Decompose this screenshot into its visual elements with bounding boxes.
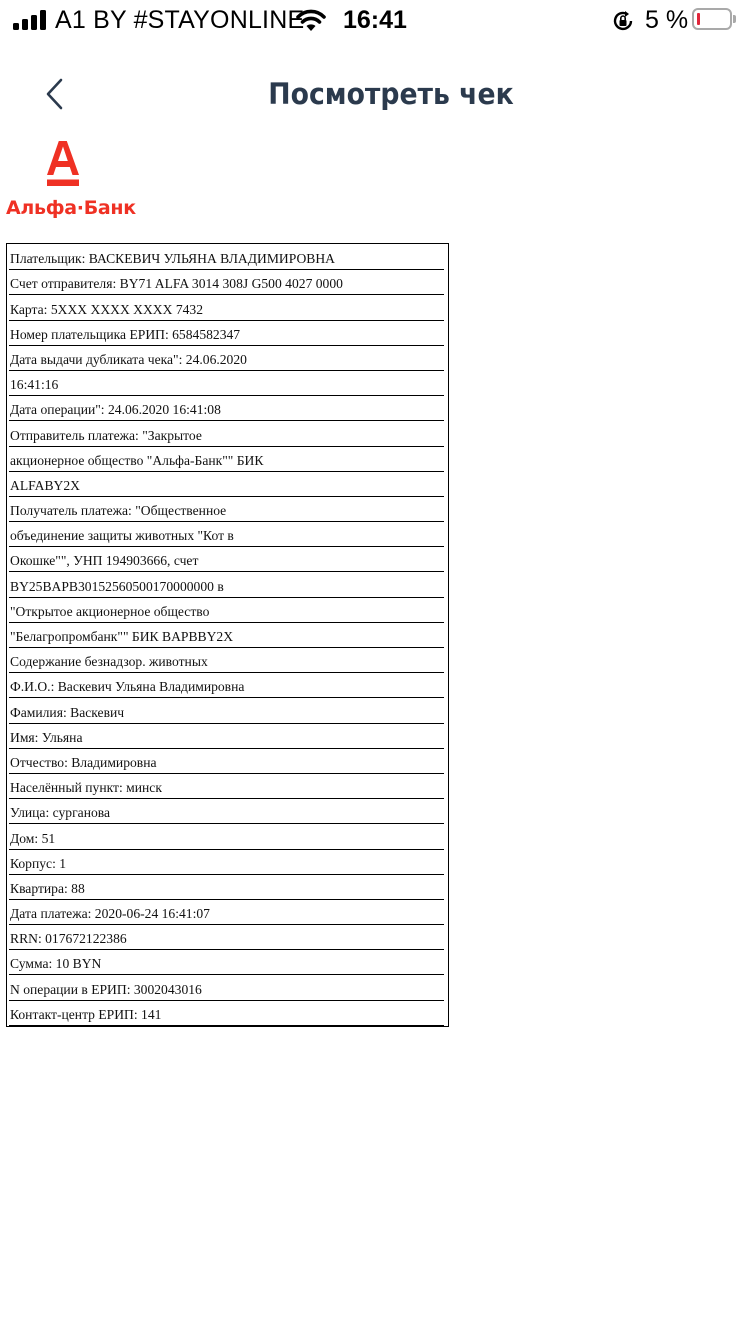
receipt-line-text: Дата выдачи дубликата чека": 24.06.2020 — [10, 351, 247, 367]
receipt-row — [9, 346, 444, 371]
receipt-line-text: 16:41:16 — [10, 377, 59, 393]
receipt-row — [9, 270, 444, 295]
receipt-line-text: Сумма: 10 BYN — [10, 956, 102, 972]
receipt-row — [9, 975, 444, 1000]
receipt-row — [9, 572, 444, 597]
signal-icon — [13, 10, 46, 30]
receipt-line-text: акционерное общество "Альфа-Банк"" БИК — [10, 452, 264, 468]
status-bar — [0, 0, 750, 40]
receipt-row — [9, 321, 444, 346]
receipt-row — [9, 673, 444, 698]
receipt-row — [9, 522, 444, 547]
receipt-line-text: объединение защиты животных "Кот в — [10, 528, 234, 544]
wifi-icon — [294, 7, 328, 33]
receipt-row — [9, 598, 444, 623]
receipt-row — [9, 824, 444, 849]
receipt-line-text: N операции в ЕРИП: 3002043016 — [10, 981, 202, 997]
bank-logo-text: Альфа·Банк — [6, 197, 136, 219]
receipt-line-text: BY25BAPB30152560500170000000 в — [10, 578, 224, 594]
receipt-row — [9, 900, 444, 925]
page-title: Посмотреть чек — [268, 77, 514, 111]
receipt-row — [9, 295, 444, 320]
receipt-row — [9, 950, 444, 975]
receipt-line-text: Номер плательщика ЕРИП: 6584582347 — [10, 326, 241, 342]
battery-nub — [733, 15, 736, 23]
receipt-row — [9, 648, 444, 673]
receipt-row — [9, 497, 444, 522]
receipt-row — [9, 447, 444, 472]
receipt-row — [9, 698, 444, 723]
receipt-row — [9, 396, 444, 421]
receipt-line-text: Плательщик: ВАСКЕВИЧ УЛЬЯНА ВЛАДИМИРОВНА — [10, 251, 335, 267]
battery-level-fill — [697, 13, 700, 25]
alfa-bank-logo-icon — [45, 141, 81, 187]
receipt-row — [9, 472, 444, 497]
carrier-name: A1 BY #STAYONLINE — [55, 6, 305, 34]
receipt-row — [9, 623, 444, 648]
receipt-line-text: Окошке"", УНП 194903666, счет — [10, 553, 199, 569]
clock-time: 16:41 — [343, 6, 407, 34]
receipt-row — [9, 799, 444, 824]
receipt-line-text: Контакт-центр ЕРИП: 141 — [10, 1006, 162, 1022]
receipt-line-text: RRN: 017672122386 — [10, 931, 127, 947]
battery-icon — [692, 8, 732, 30]
receipt-row — [9, 774, 444, 799]
battery-percentage: 5 % — [645, 6, 689, 34]
receipt-line-text: Отправитель платежа: "Закрытое — [10, 427, 202, 443]
receipt-row — [9, 724, 444, 749]
receipt-line-text: "Открытое акционерное общество — [10, 603, 210, 619]
receipt-row — [9, 1001, 444, 1026]
receipt-row — [9, 245, 444, 270]
orientation-lock-icon — [611, 9, 635, 33]
receipt-line-text: Счет отправителя: BY71 ALFA 3014 308J G500 4027 0000 — [10, 276, 343, 292]
receipt-line-text: Отчество: Владимировна — [10, 754, 157, 770]
receipt-line-text: ALFABY2X — [10, 477, 80, 493]
receipt-line-text: Дом: 51 — [10, 830, 56, 846]
receipt-line-text: Получатель платежа: "Общественное — [10, 503, 227, 519]
receipt-row — [9, 875, 444, 900]
receipt-line-text: Корпус: 1 — [10, 855, 67, 871]
receipt-row — [9, 547, 444, 572]
receipt-line-text: Дата операции": 24.06.2020 16:41:08 — [10, 402, 221, 418]
receipt-line-text: Карта: 5XXX XXXX XXXX 7432 — [10, 301, 204, 317]
receipt-row — [9, 421, 444, 446]
receipt-row — [9, 850, 444, 875]
receipt-row — [9, 371, 444, 396]
receipt-line-text: Дата платежа: 2020-06-24 16:41:07 — [10, 906, 210, 922]
receipt-line-text: Квартира: 88 — [10, 880, 85, 896]
receipt-line-text: Имя: Ульяна — [10, 729, 83, 745]
receipt-line-text: Ф.И.О.: Васкевич Ульяна Владимировна — [10, 679, 245, 695]
receipt-line-text: Улица: сурганова — [10, 805, 111, 821]
receipt-row — [9, 749, 444, 774]
receipt-row — [9, 925, 444, 950]
receipt — [6, 243, 449, 1027]
receipt-line-text: "Белагропромбанк"" БИК BAPBBY2X — [10, 629, 234, 644]
receipt-line-text: Содержание безнадзор. животных — [10, 654, 208, 670]
receipt-line-text: Населённый пункт: минск — [10, 780, 162, 796]
receipt-line-text: Фамилия: Васкевич — [10, 704, 125, 720]
